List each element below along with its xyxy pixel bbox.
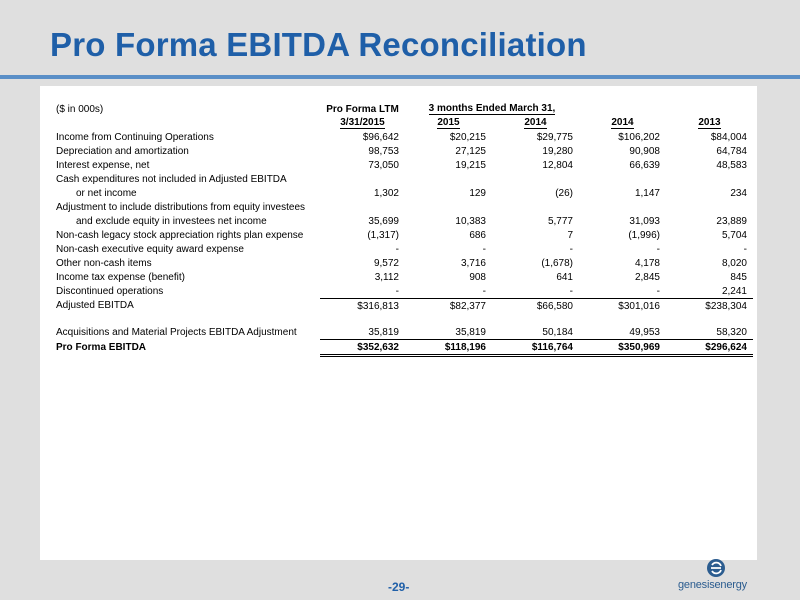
row-value: - — [395, 243, 399, 255]
row-value: 19,215 — [455, 159, 486, 171]
header-row-2 — [56, 116, 753, 130]
row-value: $116,764 — [492, 340, 579, 356]
row-value: $66,580 — [536, 300, 573, 312]
row-value: 12,804 — [542, 159, 573, 171]
table-row — [56, 200, 753, 214]
row-value: $106,202 — [618, 131, 660, 143]
row-value: 2,241 — [666, 284, 753, 299]
row-value: $350,969 — [579, 340, 666, 356]
row-label: Acquisitions and Material Projects EBITDA Adjustment — [56, 326, 297, 338]
row-value: - — [569, 243, 573, 255]
ebitda-reconciliation-table — [56, 102, 753, 357]
title-divider — [0, 75, 800, 79]
table-row — [56, 256, 753, 270]
row-value: (1,996) — [628, 229, 660, 241]
row-value: $296,624 — [666, 340, 753, 356]
row-value: 4,178 — [634, 257, 660, 269]
row-value: $118,196 — [405, 340, 492, 356]
row-value: 129 — [469, 187, 486, 199]
row-label: Cash expenditures not included in Adjusted EBITDA — [56, 173, 287, 185]
acquisitions-row — [56, 325, 753, 340]
row-value: 3,716 — [460, 257, 486, 269]
row-value: $96,642 — [362, 131, 399, 143]
row-value: 64,784 — [716, 145, 747, 157]
row-value: 2,845 — [634, 271, 660, 283]
row-value: - — [405, 284, 492, 299]
row-label: and exclude equity in investees net income — [76, 215, 267, 227]
row-label: Non-cash legacy stock appreciation rights plan expense — [56, 229, 304, 241]
header-col-4: 2014 — [611, 117, 634, 128]
row-value: - — [320, 284, 405, 299]
row-value: 50,184 — [492, 325, 579, 340]
row-value: 9,572 — [373, 257, 399, 269]
header-col-1: 3/31/2015 — [340, 117, 385, 128]
header-col-5: 2013 — [698, 117, 721, 128]
row-value — [320, 200, 405, 214]
header-row-1 — [56, 102, 753, 116]
row-value: 641 — [556, 271, 573, 283]
row-value: $352,632 — [320, 340, 405, 356]
row-value: 31,093 — [629, 215, 660, 227]
units-label: ($ in 000s) — [56, 103, 104, 115]
row-value: - — [579, 284, 666, 299]
row-value — [405, 200, 492, 214]
row-label: Other non-cash items — [56, 257, 152, 269]
row-label: Non-cash executive equity award expense — [56, 243, 244, 255]
table-row — [56, 158, 753, 172]
row-label: Pro Forma EBITDA — [56, 342, 147, 353]
row-value: (1,678) — [541, 257, 573, 269]
row-label: or net income — [76, 187, 137, 199]
row-value: 3,112 — [374, 271, 399, 283]
content-panel — [40, 86, 757, 560]
row-value: $238,304 — [705, 300, 747, 312]
row-value: 1,147 — [634, 187, 660, 199]
table-row — [56, 144, 753, 158]
row-value: 27,125 — [455, 145, 486, 157]
row-value: - — [743, 243, 747, 255]
company-logo — [652, 558, 752, 596]
row-value: 35,819 — [405, 325, 492, 340]
row-value: - — [482, 243, 486, 255]
page-title: Pro Forma EBITDA Reconciliation — [50, 26, 587, 63]
table-row — [56, 130, 753, 144]
row-value: 10,383 — [455, 215, 486, 227]
table-row — [56, 186, 753, 200]
table-row — [56, 242, 753, 256]
table-row — [56, 270, 753, 284]
row-value: 1,302 — [373, 187, 399, 199]
header-quarter: 3 months Ended March 31, — [428, 103, 556, 114]
row-label: Interest expense, net — [56, 159, 150, 171]
row-value: 19,280 — [542, 145, 573, 157]
row-value: $301,016 — [618, 300, 660, 312]
row-value: $82,377 — [449, 300, 486, 312]
row-value: 686 — [469, 229, 486, 241]
pro-forma-ebitda-row — [56, 340, 753, 356]
row-label: Income tax expense (benefit) — [56, 271, 185, 283]
row-value — [666, 172, 753, 186]
table-row — [56, 214, 753, 228]
row-value: 98,753 — [368, 145, 399, 157]
row-label: Discontinued operations — [56, 285, 164, 297]
row-value — [405, 172, 492, 186]
row-value — [492, 172, 579, 186]
page-number: -29- — [388, 580, 410, 594]
row-value: $29,775 — [536, 131, 573, 143]
spacer-row — [56, 313, 753, 325]
logo-text: genesisenergy — [678, 579, 747, 591]
row-value: $316,813 — [357, 300, 399, 312]
row-value: 49,953 — [579, 325, 666, 340]
row-value: 90,908 — [629, 145, 660, 157]
row-label: Depreciation and amortization — [56, 145, 189, 157]
row-label: Adjusted EBITDA — [56, 300, 134, 312]
row-value — [666, 200, 753, 214]
table-row — [56, 172, 753, 186]
row-value: 5,704 — [721, 229, 747, 241]
row-value: 35,819 — [320, 325, 405, 340]
header-ltm: Pro Forma LTM — [326, 103, 399, 115]
genesis-logo-icon — [706, 558, 726, 578]
row-value: 7 — [567, 229, 573, 241]
row-value — [320, 172, 405, 186]
table-row — [56, 284, 753, 299]
row-value: 8,020 — [721, 257, 747, 269]
row-value: 845 — [730, 271, 747, 283]
row-value: - — [656, 243, 660, 255]
row-value: 48,583 — [716, 159, 747, 171]
row-value: - — [492, 284, 579, 299]
row-value — [579, 172, 666, 186]
row-value: 58,320 — [666, 325, 753, 340]
row-value: 66,639 — [629, 159, 660, 171]
row-value — [579, 200, 666, 214]
row-value: 23,889 — [716, 215, 747, 227]
row-value: $20,215 — [449, 131, 486, 143]
row-value: 5,777 — [547, 215, 573, 227]
row-value: 35,699 — [368, 215, 399, 227]
row-value — [492, 200, 579, 214]
row-label: Adjustment to include distributions from equity investees — [56, 201, 306, 213]
row-value: (26) — [555, 187, 573, 199]
row-value: 234 — [730, 187, 747, 199]
header-col-3: 2014 — [524, 117, 547, 128]
header-col-2: 2015 — [437, 117, 460, 128]
row-value: 908 — [469, 271, 486, 283]
table-row — [56, 228, 753, 242]
row-value: $84,004 — [710, 131, 747, 143]
row-value: (1,317) — [367, 229, 399, 241]
adjusted-ebitda-row — [56, 299, 753, 314]
row-label: Income from Continuing Operations — [56, 131, 214, 143]
row-value: 73,050 — [368, 159, 399, 171]
